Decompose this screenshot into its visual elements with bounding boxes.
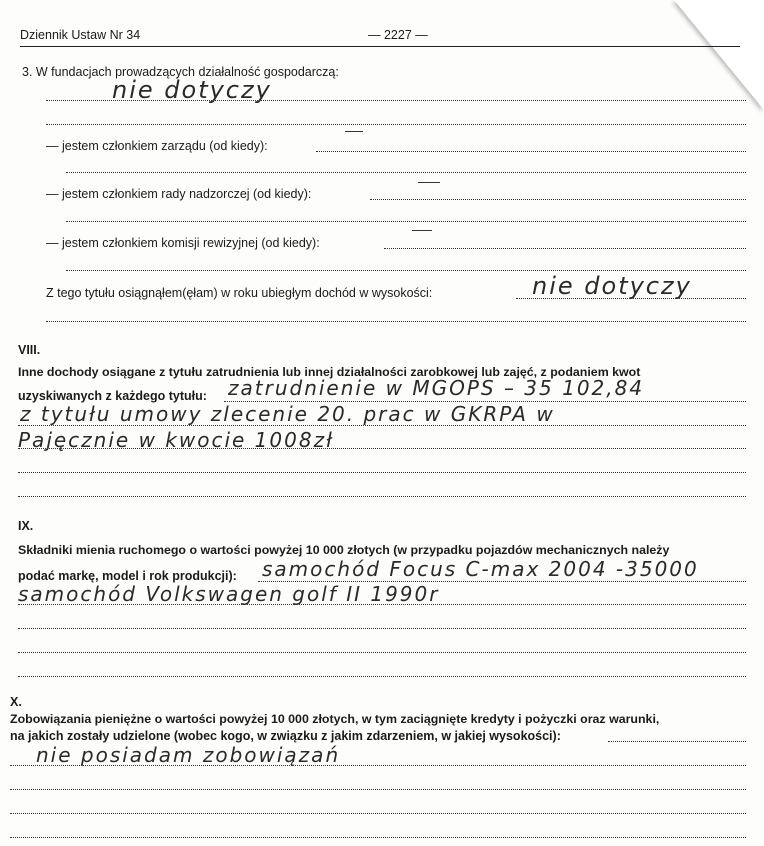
section-viii-number: VIII. (18, 343, 41, 357)
handwriting-ix-line-2: samochód Volkswagen golf II 1990r (18, 582, 440, 606)
fill-line (10, 837, 746, 838)
dash-mark (412, 230, 432, 231)
section-x-text-1: Zobowiązania pieniężne o wartości powyżej 10 000 złotych, w tym zaciągnięte kredyty i pożyczki oraz warunki, (10, 712, 660, 726)
dash-mark (418, 182, 440, 183)
dash-mark (345, 131, 363, 132)
fill-line (18, 628, 746, 629)
fill-line (66, 221, 746, 222)
handwriting-viii-line-3: Pajęcznie w kwocie 1008zł (18, 428, 334, 452)
fill-line (18, 448, 746, 449)
journal-title: Dziennik Ustaw Nr 34 (20, 28, 141, 42)
board-member-label: — jestem członkiem zarządu (od kiedy): (46, 139, 268, 153)
section-ix-text-1: Składniki mienia ruchomego o wartości powyżej 10 000 złotych (w przypadku pojazdów mechanicznych należy (18, 543, 670, 557)
section-x-number: X. (10, 695, 22, 709)
fill-line (316, 151, 746, 152)
page-number: — 2227 — (368, 28, 428, 42)
fill-line (66, 270, 746, 271)
fill-line (18, 676, 746, 677)
fill-line (608, 741, 746, 742)
fill-line (18, 472, 746, 473)
section-viii-text-2: uzyskiwanych z każdego tytułu: (18, 389, 207, 403)
fill-line (18, 604, 746, 605)
section-ix-text-2: podać markę, model i rok produkcji): (18, 569, 237, 583)
fill-line (370, 199, 746, 200)
fill-line (46, 321, 746, 322)
fill-line (10, 813, 746, 814)
fill-line (66, 172, 746, 173)
handwriting-income: nie dotyczy (532, 272, 692, 300)
handwriting-item-3: nie dotyczy (112, 76, 272, 104)
folded-corner (674, 0, 764, 110)
fill-line (384, 248, 746, 249)
section-x-text-2: na jakich zostały udzielone (wobec kogo, w związku z jakim zdarzeniem, w jakiej wysokości): (10, 729, 561, 743)
handwriting-viii-line-1: zatrudnienie w MGOPS – 35 102,84 (228, 376, 645, 400)
page-header (20, 24, 740, 47)
fill-line (46, 100, 746, 101)
item-3-text: 3. W fundacjach prowadzących działalność gospodarczą: (22, 65, 339, 79)
fill-line (18, 496, 746, 497)
fill-line (18, 425, 746, 426)
supervisory-board-label: — jestem członkiem rady nadzorczej (od kiedy): (46, 187, 312, 201)
fill-line (10, 789, 746, 790)
section-viii-text-1: Inne dochody osiągane z tytułu zatrudnienia lub innej działalności zarobkowej lub zajęć, z podaniem kwot (18, 365, 641, 379)
fill-line (18, 652, 746, 653)
handwriting-ix-line-1: samochód Focus C-max 2004 -35000 (262, 557, 699, 581)
income-label: Z tego tytułu osiągnąłem(ęłam) w roku ubiegłym dochód w wysokości: (46, 286, 433, 300)
fill-line (46, 124, 746, 125)
handwriting-x-line-1: nie posiadam zobowiązań (36, 743, 341, 767)
section-ix-number: IX. (18, 519, 34, 533)
audit-committee-label: — jestem członkiem komisji rewizyjnej (od kiedy): (46, 236, 320, 250)
handwriting-viii-line-2: z tytułu umowy zlecenie 20. prac w GKRPA w (20, 402, 555, 426)
fill-line (516, 298, 746, 299)
fill-line (10, 765, 746, 766)
